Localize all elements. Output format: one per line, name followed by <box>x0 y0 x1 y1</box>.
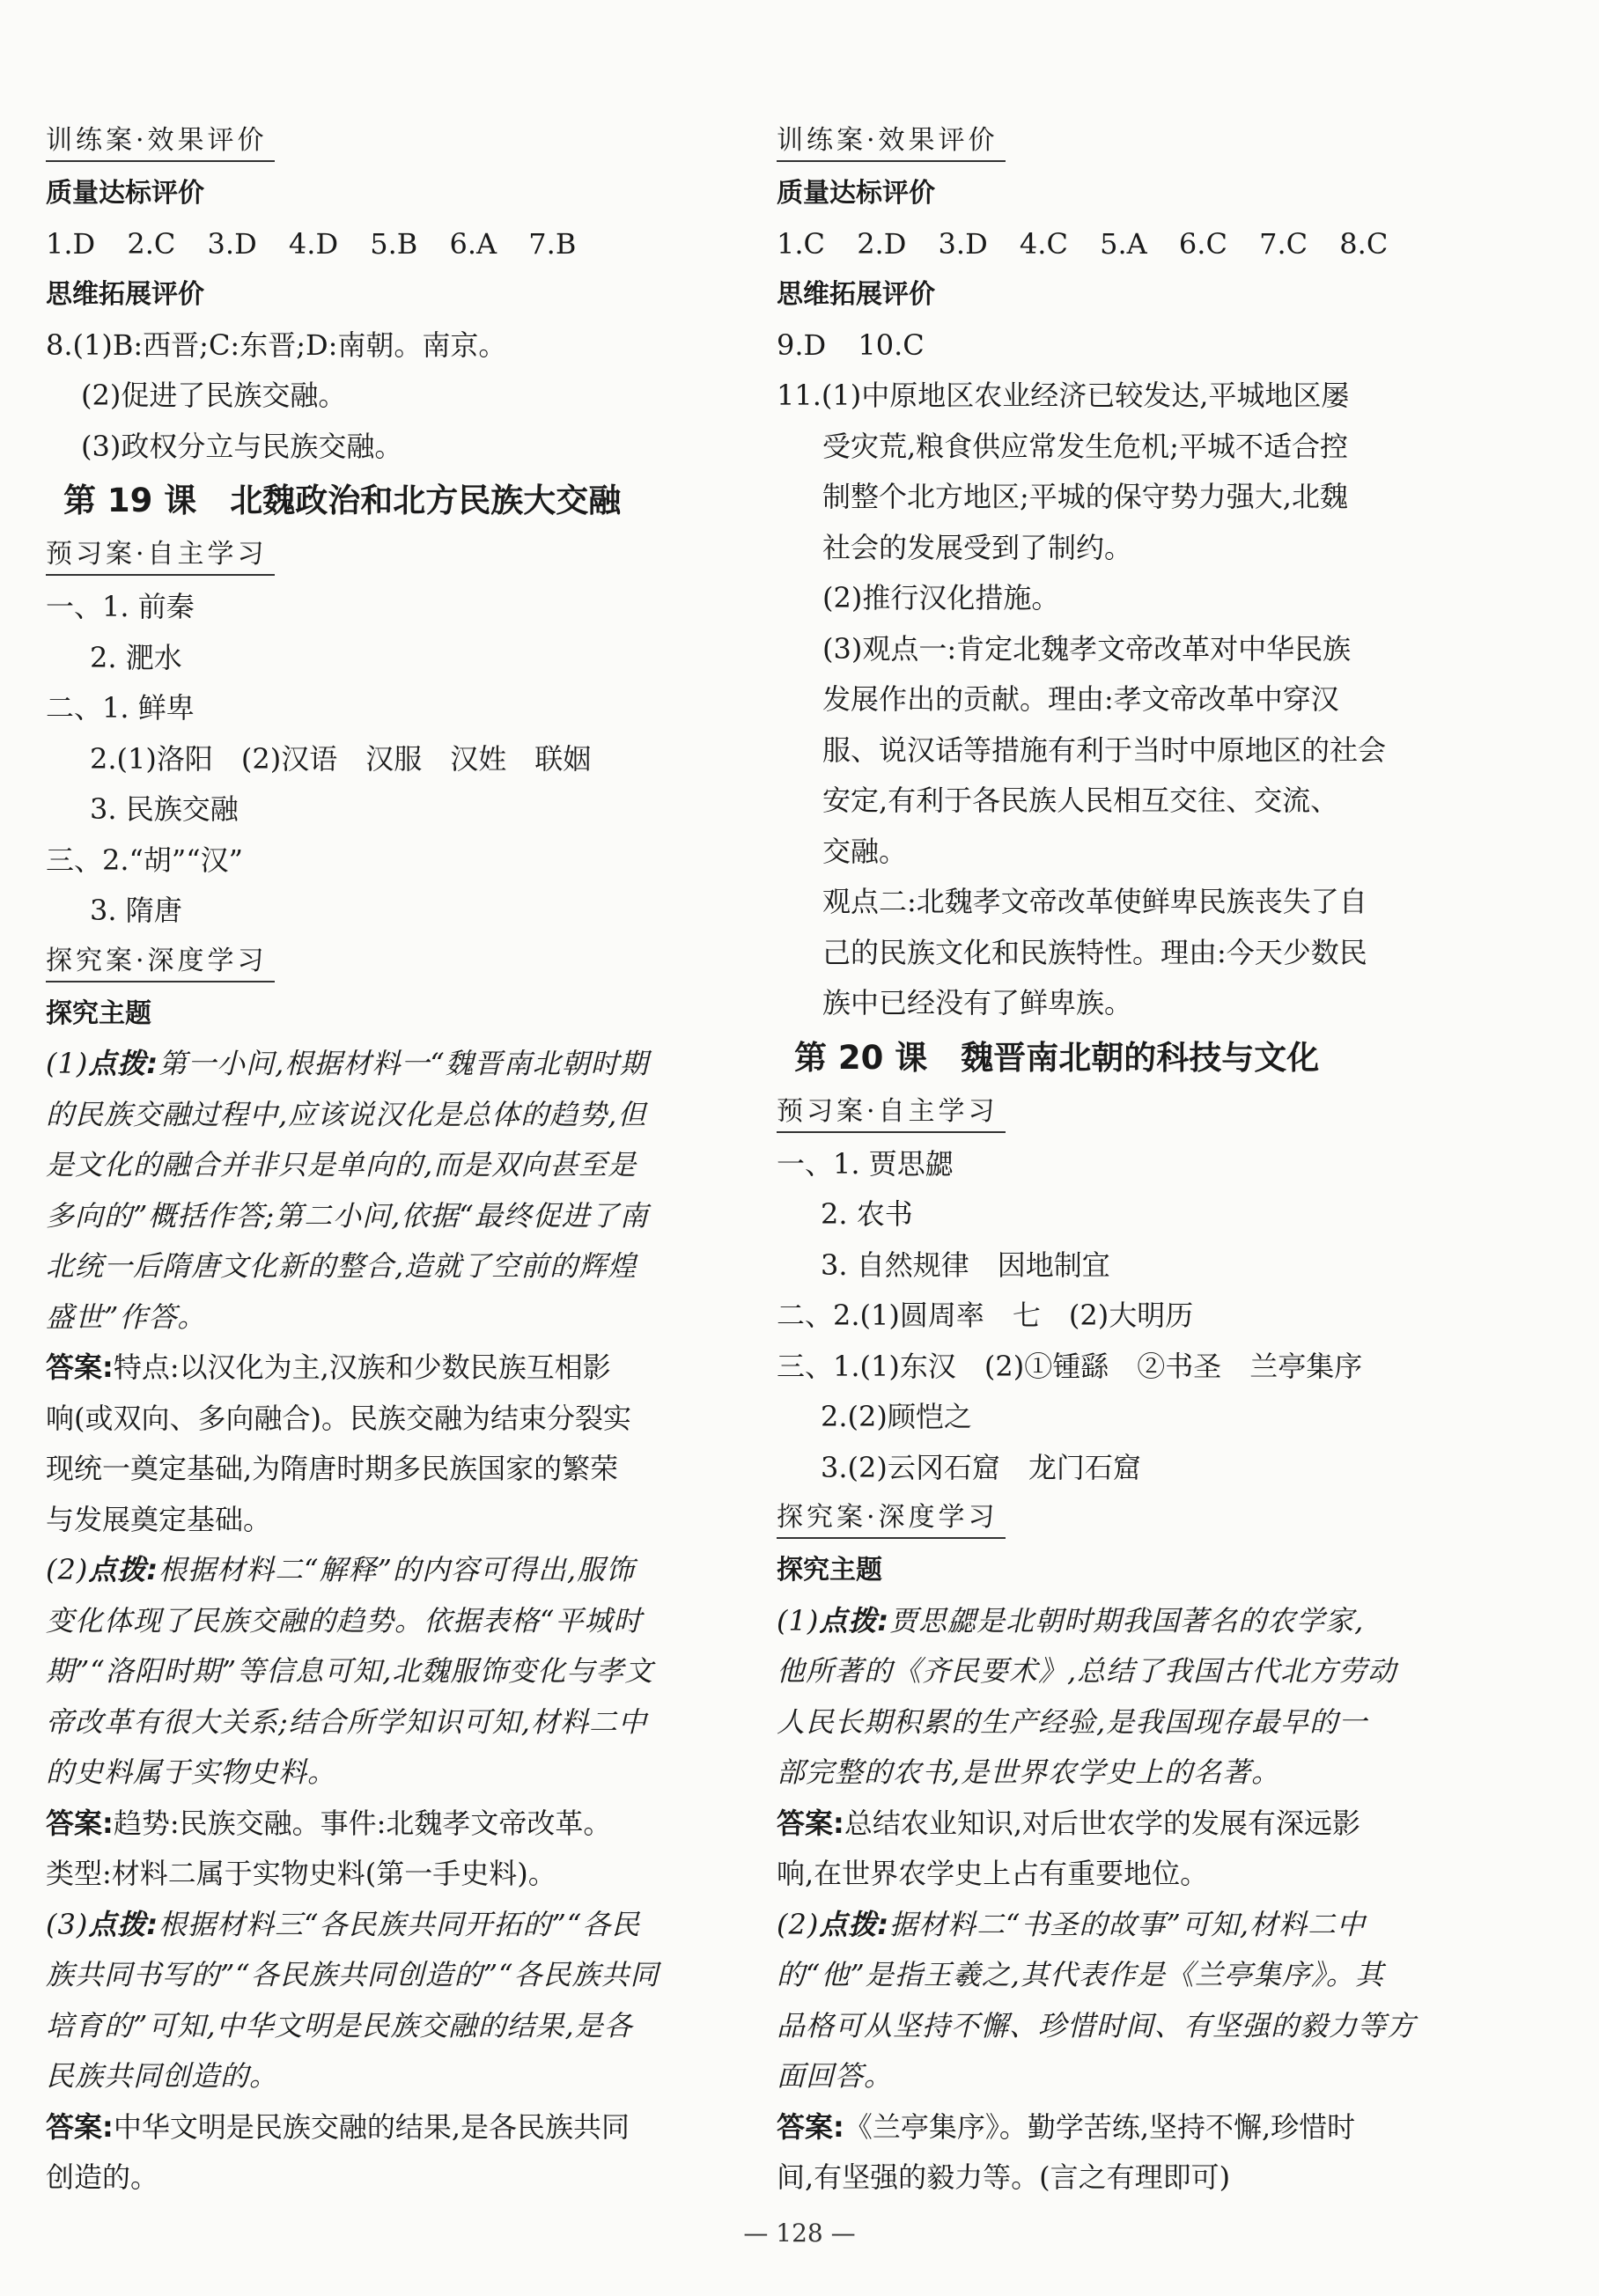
answer-item: 10.C <box>858 327 925 362</box>
subheading: 思维拓展评价 <box>46 279 204 310</box>
answer-line: (3)政权分立与民族交融。 <box>81 429 403 463</box>
answer-line: 响,在世界农学史上占有重要地位。 <box>777 1857 1209 1890</box>
keyword-label: 点拨: <box>819 1603 890 1637</box>
section-heading: 探究案·深度学习 <box>777 1498 1006 1539</box>
lesson-number: 第 19 课 <box>63 482 197 519</box>
answer-item: 5.A <box>1100 226 1147 261</box>
answer-item: 1.C <box>777 226 826 261</box>
answer-item: 2.D <box>857 226 907 261</box>
answer-item: 7.B <box>528 226 577 261</box>
answer-line: 受灾荒,粮食供应常发生危机;平城不适合控 <box>822 429 1348 463</box>
answer-line: (2)推行汉化措施。 <box>822 581 1060 614</box>
explore-line: (1)点拨:第一小问,根据材料一“魏晋南北朝时期 <box>46 1047 649 1080</box>
answer-line: 发展作出的贡献。理由:孝文帝改革中穿汉 <box>822 682 1339 716</box>
answer-item: 4.C <box>1019 226 1068 261</box>
answer-line: 制整个北方地区;平城的保守势力强大,北魏 <box>822 480 1348 513</box>
preview-line: 2. 淝水 <box>90 640 182 674</box>
preview-line: 3. 隋唐 <box>90 894 182 927</box>
keyword-label: 答案: <box>46 1350 114 1384</box>
preview-line: 3.(2)云冈石窟 龙门石窟 <box>821 1450 1141 1484</box>
section-heading: 预习案·自主学习 <box>777 1093 1006 1133</box>
answer-item: 6.C <box>1178 226 1227 261</box>
answer-line: 与发展奠定基础。 <box>46 1502 272 1536</box>
explore-line: 的史料属于实物史料。 <box>46 1755 337 1789</box>
subheading: 质量达标评价 <box>46 178 204 209</box>
explore-line: (2)点拨:根据材料二“解释”的内容可得出,服饰 <box>46 1553 636 1586</box>
explore-line: 培育的”可知,中华文明是民族交融的结果,是各 <box>46 2008 633 2042</box>
answer-line: 创造的。 <box>46 2160 159 2194</box>
explore-line: 面回答。 <box>777 2059 894 2093</box>
answer-line: 答案:《兰亭集序》。勤学苦练,坚持不懈,珍惜时 <box>777 2109 1356 2144</box>
answer-line: 答案:总结农业知识,对后世农学的发展有深远影 <box>777 1806 1360 1840</box>
answer-list <box>46 219 689 270</box>
answer-item: 8.C <box>1339 226 1389 261</box>
explore-line: 是文化的融合并非只是单向的,而是双向甚至是 <box>46 1148 637 1181</box>
section-heading: 预习案·自主学习 <box>46 535 275 576</box>
preview-line: 2.(1)洛阳 (2)汉语 汉服 汉姓 联姻 <box>90 741 592 776</box>
answer-line: 交融。 <box>822 834 908 868</box>
keyword-label: 点拨: <box>88 1047 159 1080</box>
explore-line: 北统一后隋唐文化新的整合,造就了空前的辉煌 <box>46 1249 637 1283</box>
answer-line: 11.(1)中原地区农业经济已较发达,平城地区屡 <box>777 379 1350 412</box>
keyword-label: 点拨: <box>88 1553 159 1586</box>
page-number: — 128 — <box>743 2219 856 2248</box>
preview-line: 一、1. 贾思勰 <box>777 1146 954 1181</box>
keyword-label: 答案: <box>46 2109 114 2144</box>
subheading: 探究主题 <box>46 997 151 1029</box>
answer-line: 答案:中华文明是民族交融的结果,是各民族共同 <box>46 2109 630 2144</box>
answer-line: 响(或双向、多向融合)。民族交融为结束分裂实 <box>46 1401 631 1435</box>
answer-line: (3)观点一:肯定北魏孝文帝改革对中华民族 <box>822 631 1352 666</box>
section-heading: 训练案·效果评价 <box>777 121 1006 162</box>
answer-line: 8.(1)B:西晋;C:东晋;D:南朝。南京。 <box>46 327 507 362</box>
answer-line: 安定,有利于各民族人民相互交往、交流、 <box>822 784 1339 817</box>
preview-line: 三、1.(1)东汉 (2)①锺繇 ②书圣 兰亭集序 <box>777 1349 1363 1383</box>
preview-line: 二、2.(1)圆周率 七 (2)大明历 <box>777 1299 1194 1332</box>
answer-list <box>777 219 1419 270</box>
explore-line: 多向的”概括作答;第二小问,依据“最终促进了南 <box>46 1198 649 1233</box>
explore-line: 部完整的农书,是世界农学史上的名著。 <box>777 1755 1281 1789</box>
answer-item: 2.C <box>127 226 176 261</box>
explore-line: 盛世”作答。 <box>46 1299 207 1334</box>
keyword-label: 点拨: <box>819 1907 890 1941</box>
answer-item: 5.B <box>370 226 418 261</box>
answer-item: 6.A <box>449 226 497 261</box>
explore-line: 族共同书写的”“各民族共同创造的”“各民族共同 <box>46 1958 659 1991</box>
explore-line: 的“他”是指王羲之,其代表作是《兰亭集序》。其 <box>777 1958 1384 1991</box>
answer-line: 间,有坚强的毅力等。(言之有理即可) <box>777 2160 1231 2194</box>
answer-item: 9.D <box>777 327 827 362</box>
section-heading: 探究案·深度学习 <box>46 942 275 982</box>
answer-item: 3.D <box>207 226 257 261</box>
explore-line: 的民族交融过程中,应该说汉化是总体的趋势,但 <box>46 1097 647 1131</box>
section-heading: 训练案·效果评价 <box>46 121 275 162</box>
preview-line: 2.(2)顾恺之 <box>821 1400 972 1433</box>
subheading: 思维拓展评价 <box>777 279 935 310</box>
answer-line: 族中已经没有了鲜卑族。 <box>822 986 1133 1019</box>
answer-line: 服、说汉话等措施有利于当时中原地区的社会 <box>822 732 1387 767</box>
answer-line: 答案:特点:以汉化为主,汉族和少数民族互相影 <box>46 1350 611 1384</box>
answer-line: (2)促进了民族交融。 <box>81 379 347 412</box>
answer-line: 类型:材料二属于实物史料(第一手史料)。 <box>46 1857 556 1890</box>
answer-item: 4.D <box>288 226 339 261</box>
lesson-number: 第 20 课 <box>794 1038 928 1077</box>
keyword-label: 答案: <box>777 1806 844 1840</box>
lesson-title <box>46 472 689 530</box>
explore-line: 品格可从坚持不懈、珍惜时间、有坚强的毅力等方 <box>777 2008 1417 2042</box>
preview-line: 三、2.“胡”“汉” <box>46 843 243 877</box>
left-column <box>46 116 689 2204</box>
preview-line: 2. 农书 <box>821 1197 913 1231</box>
subheading: 探究主题 <box>777 1555 882 1586</box>
answer-line: 社会的发展受到了制约。 <box>822 530 1133 564</box>
explore-line: 人民长期积累的生产经验,是我国现存最早的一 <box>777 1704 1368 1739</box>
preview-line: 二、1. 鲜卑 <box>46 691 195 725</box>
lesson-name: 魏晋南北朝的科技与文化 <box>961 1038 1320 1077</box>
answer-item: 1.D <box>46 226 96 261</box>
answer-list <box>777 320 1419 372</box>
answer-item: 3.D <box>938 226 988 261</box>
answer-line: 现统一奠定基础,为隋唐时期多民族国家的繁荣 <box>46 1452 619 1485</box>
keyword-label: 答案: <box>46 1806 114 1840</box>
keyword-label: 答案: <box>777 2109 844 2144</box>
explore-line: 他所著的《齐民要术》,总结了我国古代北方劳动 <box>777 1654 1397 1688</box>
answer-item: 7.C <box>1259 226 1308 261</box>
explore-line: (1)点拨:贾思勰是北朝时期我国著名的农学家, <box>777 1603 1365 1637</box>
explore-line: 期”“洛阳时期”等信息可知,北魏服饰变化与孝文 <box>46 1654 654 1688</box>
lesson-name: 北魏政治和北方民族大交融 <box>230 482 622 519</box>
answer-line: 观点二:北魏孝文帝改革使鲜卑民族丧失了自 <box>822 885 1367 918</box>
subheading: 质量达标评价 <box>777 178 935 209</box>
preview-line: 一、1. 前秦 <box>46 590 195 623</box>
explore-line: 变化体现了民族交融的趋势。依据表格“平城时 <box>46 1603 643 1637</box>
explore-line: (3)点拨:根据材料三“各民族共同开拓的”“各民 <box>46 1907 641 1941</box>
answer-line: 答案:趋势:民族交融。事件:北魏孝文帝改革。 <box>46 1806 612 1840</box>
explore-line: (2)点拨:据材料二“书圣的故事”可知,材料二中 <box>777 1907 1367 1941</box>
answer-line: 己的民族文化和民族特性。理由:今天少数民 <box>822 935 1367 969</box>
explore-line: 民族共同创造的。 <box>46 2059 279 2093</box>
keyword-label: 点拨: <box>88 1907 159 1941</box>
right-column <box>777 116 1419 2204</box>
preview-line: 3. 民族交融 <box>90 792 239 826</box>
preview-line: 3. 自然规律 因地制宜 <box>821 1247 1110 1282</box>
lesson-title <box>777 1029 1419 1087</box>
explore-line: 帝改革有很大关系;结合所学知识可知,材料二中 <box>46 1704 647 1739</box>
